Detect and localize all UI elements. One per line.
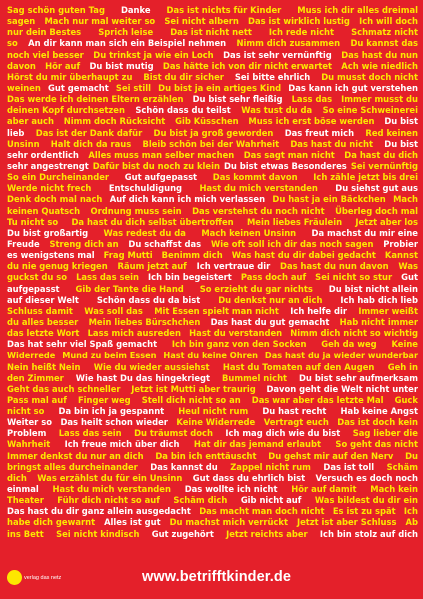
phrase: Sag lieber die	[352, 428, 418, 439]
phrase: Ich vertraue dir	[196, 261, 271, 272]
phrase: Problem	[7, 428, 47, 439]
phrase: ins Bett	[7, 528, 44, 539]
phrase: Du bist ja ein artiges Kind	[158, 82, 282, 93]
phrase: es wenigstens mal	[7, 250, 95, 261]
phrase: Danke	[120, 5, 151, 15]
phrase: Alles muss man selber machen	[88, 149, 235, 160]
phrase: Jetzt aber los	[355, 216, 418, 227]
phrase: Jetzt reichts aber	[226, 528, 308, 539]
phrase-line	[7, 306, 418, 317]
phrase: Du siehst gut aus	[335, 183, 418, 194]
phrase: Das sagt man nicht	[243, 149, 335, 160]
phrase: Pass mal auf	[7, 394, 67, 405]
phrase: Nimm dich zusammen	[236, 38, 341, 49]
phrase: so	[7, 38, 18, 49]
phrase-line	[7, 284, 418, 295]
phrase: Hör auf damit	[291, 484, 357, 495]
phrase-line	[7, 317, 418, 328]
phrase: Da machst du mir eine	[311, 227, 418, 238]
phrase: sehr angestrengt	[7, 160, 89, 171]
phrase: Das kannst du	[150, 461, 218, 472]
phrase-line	[7, 72, 418, 83]
phrase: Schmatz nicht	[351, 27, 418, 38]
phrase: Das ist der Dank dafür	[35, 127, 143, 138]
phrase: Bleib schön bei der Wahrheit	[142, 138, 280, 149]
phrase: Ich mag dich wie du bist	[225, 428, 341, 439]
phrase: Du bist	[384, 138, 418, 149]
phrase: Ich zähle jetzt bis drei	[313, 172, 418, 183]
phrase-line	[7, 206, 418, 217]
phrase: Mein liebes Bürschchen	[88, 316, 201, 327]
phrase: aber auch	[7, 116, 54, 127]
phrase: Du denkst nur an dich	[218, 294, 323, 305]
phrase-line	[7, 239, 418, 250]
phrase: Immer denkst du nur an dich	[7, 450, 144, 461]
phrase-line	[7, 172, 418, 183]
phrase: Schluss damit	[7, 305, 73, 316]
phrases-text-block	[7, 5, 418, 540]
phrase: Das hast du dir ganz allein ausgedacht	[7, 506, 191, 517]
phrase: Du bist nicht allein	[328, 283, 418, 294]
phrase: Dafür bist du noch zu klein	[92, 160, 220, 171]
phrase: Sei nicht kindisch	[56, 528, 140, 539]
phrase: Was bildest du dir ein	[314, 495, 418, 506]
phrase-line	[7, 350, 418, 361]
phrase: Gut aufgepasst	[124, 172, 198, 183]
phrase: Wie du wieder aussiehst	[93, 361, 210, 372]
phrase-line	[7, 194, 418, 205]
phrase: Hast du keine Ohren	[163, 350, 258, 361]
phrase: Geht das auch schneller	[7, 383, 121, 394]
phrase: Denk doch mal nach	[7, 194, 103, 205]
phrase: Lass das sein	[76, 272, 139, 283]
phrase: aufgepasst	[7, 283, 60, 294]
phrase: Pass doch auf	[240, 272, 307, 283]
phrase: Gut dass du ehrlich bist	[192, 472, 306, 483]
phrase: Du gehst mir auf den Nerv	[268, 450, 394, 461]
phrase-line	[7, 128, 418, 139]
phrase: Was	[398, 261, 418, 272]
phrase-line	[7, 272, 418, 283]
phrase-line	[7, 517, 418, 528]
phrase: Was tust du da	[241, 105, 313, 116]
phrase: Ich bin stolz auf dich	[319, 528, 418, 539]
phrase: Du hast recht	[262, 406, 327, 417]
phrase-line	[7, 50, 418, 61]
phrase: Theater	[7, 495, 44, 506]
phrase: Hat dir das jemand erlaubt	[193, 439, 322, 450]
phrase: Gut	[401, 272, 418, 283]
phrase: Nein heißt Nein	[7, 361, 81, 372]
phrase: Das ist wirklich lustig	[248, 16, 350, 27]
phrase: Was redest du da	[103, 227, 186, 238]
phrase: Gib Küsschen	[175, 116, 239, 127]
phrase: Freude	[7, 238, 40, 249]
phrase: Das ist nicht nett	[170, 27, 252, 38]
phrase-line	[7, 506, 418, 517]
phrase: Da bin ich enttäuscht	[155, 450, 257, 461]
phrase: Alles ist gut	[104, 517, 161, 528]
phrase: Streng dich an	[49, 238, 119, 249]
phrase: Das macht man doch nicht	[199, 506, 325, 517]
phrase: Das hast du nun davon	[280, 261, 389, 272]
phrase: Kannst	[384, 250, 418, 261]
phrase: einmal	[7, 484, 39, 495]
phrase: Muss ich erst böse werden	[248, 116, 375, 127]
phrase: So ein Durcheinander	[7, 172, 110, 183]
phrase-line	[7, 373, 418, 384]
phrase-line	[7, 16, 418, 27]
phrase: dich	[7, 472, 27, 483]
phrase: auf dieser Welt	[7, 294, 79, 305]
phrase-line	[7, 83, 418, 94]
phrase-line	[7, 105, 418, 116]
phrase: Ab	[405, 517, 418, 528]
phrase: Tu nicht so	[7, 216, 59, 227]
phrase: Unsinn	[7, 138, 40, 149]
phrase: Wahrheit	[7, 439, 51, 450]
phrase: Bummel nicht	[222, 372, 288, 383]
phrase-line	[7, 295, 418, 306]
phrase: Finger weg	[77, 394, 131, 405]
phrase: Sei nicht so stur	[315, 272, 393, 283]
phrase: Mit Essen spielt man nicht	[154, 305, 279, 316]
phrase: Wie hast Du das hingekriegt	[75, 372, 211, 383]
phrase-line	[7, 261, 418, 272]
phrase-line	[7, 417, 418, 428]
phrase: Hast du verstanden	[189, 328, 283, 339]
phrase: Hab keine Angst	[340, 406, 418, 417]
phrase: Du trinkst ja wie ein Loch	[93, 49, 214, 60]
phrase: Geh da weg	[321, 339, 377, 350]
phrase: Mach keinen Unsinn	[201, 227, 297, 238]
phrase: Jetzt ist aber Schluss	[296, 517, 397, 528]
phrase: Jetzt ist Mutti aber traurig	[131, 383, 256, 394]
phrase: Mund zu beim Essen	[62, 350, 157, 361]
phrase-line	[7, 139, 418, 150]
phrase: Gib der Tante die Hand	[75, 283, 184, 294]
phrase: Sag schön guten Tag	[7, 5, 105, 15]
phrase: Nimm dich nicht so wichtig	[290, 328, 418, 339]
phrase-line	[7, 228, 418, 239]
phrase: Das ist nichts für Kinder	[166, 5, 282, 15]
phrase: Du bist sehr aufmerksam	[298, 372, 418, 383]
phrase: Mach	[393, 194, 418, 205]
publisher-logo	[7, 570, 62, 585]
phrase: Du schaffst das	[128, 238, 202, 249]
phrase: Das hat sehr viel Spaß gemacht	[7, 339, 158, 350]
phrase-line	[7, 116, 418, 127]
phrase: sagen	[7, 16, 36, 27]
phrase: Ich bin ganz von den Socken	[171, 339, 307, 350]
phrase: keinen Quatsch	[7, 205, 81, 216]
phrase: Du bist mutig	[89, 60, 154, 71]
phrase: Schäm dich	[173, 495, 228, 506]
footer	[0, 563, 423, 599]
phrase: Du machst mich verrückt	[169, 517, 288, 528]
phrase: lieb	[7, 127, 25, 138]
phrase: Davon geht die Welt nicht unter	[266, 383, 418, 394]
phrase: Werde nicht frech	[7, 183, 92, 194]
phrase: Ich will doch	[359, 16, 418, 27]
phrase: Hab nicht immer	[339, 316, 418, 327]
phrase: Hast du mich verstanden	[199, 183, 318, 194]
phrase: Lass mich ausreden	[87, 328, 181, 339]
phrase-line	[7, 406, 418, 417]
phrase-line	[7, 161, 418, 172]
phrase: Schön dass du teilst	[135, 105, 231, 116]
phrase: Red keinen	[365, 127, 418, 138]
phrase: nur dein Bestes	[7, 27, 82, 38]
phrase: Ich bin begeistert	[148, 272, 232, 283]
phrase: Entschuldigung	[108, 183, 183, 194]
phrase: Du	[405, 450, 418, 461]
phrase: Auf dich kann ich mich verlassen	[109, 194, 266, 205]
phrase: Mach kein	[370, 484, 418, 495]
phrase: Wie oft soll ich dir das noch sagen	[210, 238, 374, 249]
phrase: davon	[7, 60, 36, 71]
phrase: Was soll das	[84, 305, 143, 316]
phrase: Räum jetzt auf	[117, 261, 187, 272]
phrase: Das freut mich	[284, 127, 355, 138]
phrase: Gut gemacht	[48, 82, 109, 93]
phrase-line	[7, 328, 418, 339]
phrase-line	[7, 150, 418, 161]
phrase-line	[7, 183, 418, 194]
phrase: Das war aber das letzte Mal	[251, 394, 384, 405]
phrase: Schön dass du da bist	[96, 294, 201, 305]
phrase: den Zimmer	[7, 372, 64, 383]
phrase: Du kannst das	[350, 38, 418, 49]
phrase-line	[7, 384, 418, 395]
phrase-line	[7, 250, 418, 261]
phrase: du nie genug kriegen	[7, 261, 108, 272]
phrase-line	[7, 339, 418, 350]
phrase: Vertragt euch	[263, 417, 329, 428]
phrase: Das wollte ich nicht	[184, 484, 278, 495]
phrase: Probier	[383, 238, 418, 249]
phrase: Ordnung muss sein	[90, 205, 182, 216]
phrase: Ich rede nicht	[268, 27, 335, 38]
phrase: Das hast du nun	[341, 49, 418, 60]
phrase: deinen Kopf durchsetzen	[7, 105, 125, 116]
logo-circle-icon	[7, 570, 22, 585]
phrase: Sei nicht albern	[164, 16, 239, 27]
phrase-line	[7, 395, 418, 406]
phrase: nicht so	[7, 406, 45, 417]
phrase: Du musst doch nicht	[321, 71, 418, 82]
phrase: sehr ordentlich	[7, 149, 79, 160]
phrase: Mein liebes Fräulein	[246, 216, 343, 227]
phrase: Keine	[391, 339, 418, 350]
phrase: An dir kann man sich ein Beispiel nehmen	[28, 38, 227, 49]
phrase: Keine Widerrede	[176, 417, 256, 428]
phrase-line	[7, 428, 418, 439]
phrase: Sprich leise	[98, 27, 154, 38]
phrase: Das verstehst du noch nicht	[192, 205, 325, 216]
phrase: Das hätte ich von dir nicht erwartet	[162, 60, 333, 71]
phrase: Stell dich nicht so an	[141, 394, 241, 405]
phrase: Gib nicht auf	[240, 495, 302, 506]
phrase: Du träumst doch	[134, 428, 213, 439]
phrase-line	[7, 27, 418, 38]
phrase: Was erzählst du für ein Unsinn	[37, 472, 183, 483]
phrase: Das ist sehr vernünftig	[223, 49, 332, 60]
phrase: habe dich gewarnt	[7, 517, 96, 528]
phrase: Nimm doch Rücksicht	[63, 116, 166, 127]
phrase: Du bist großartig	[7, 227, 89, 238]
phrase: Ich freue mich über dich	[64, 439, 180, 450]
phrase: Ich	[403, 506, 418, 517]
phrase: Lass das sein	[58, 428, 122, 439]
phrase: Du bist etwas Besonderes	[223, 160, 347, 171]
phrase: Was hast du dir dabei gedacht	[231, 250, 376, 261]
phrase: Muss ich dir alles dreimal	[297, 5, 418, 15]
phrase: Das hast du ja wieder wunderbar	[264, 350, 418, 361]
phrase: Es ist zu spät	[332, 506, 396, 517]
phrase: Sei still	[115, 82, 152, 93]
phrase: Hör auf	[45, 60, 81, 71]
phrase: Lass das	[291, 94, 333, 105]
phrase: Gut zugehört	[151, 528, 214, 539]
phrase: Sei bitte ehrlich	[234, 71, 311, 82]
phrase: Immer musst du	[341, 94, 418, 105]
phrase-line	[7, 495, 418, 506]
phrase-line	[7, 217, 418, 228]
phrase: Weiter so	[7, 417, 52, 428]
phrase-line	[7, 462, 418, 473]
phrase-line	[7, 94, 418, 105]
phrase: Das werde ich deinen Eltern erzählen	[7, 94, 184, 105]
phrase-line	[7, 439, 418, 450]
phrase-line	[7, 484, 418, 495]
phrase: Sei vernünftig	[350, 160, 418, 171]
phrase: noch viel besser	[7, 49, 84, 60]
phrase: Das kommt davon	[212, 172, 298, 183]
phrase: Führ dich nicht so auf	[57, 495, 160, 506]
phrase: weinen	[7, 82, 41, 93]
phrase: Hast du mich verstanden	[52, 484, 171, 495]
phrase: Schäm	[386, 461, 418, 472]
phrase: Da bin ich ja gespannt	[58, 406, 165, 417]
phrase: das letzte Wort	[7, 328, 80, 339]
phrase-line	[7, 473, 418, 484]
phrase-line	[7, 451, 418, 462]
phrase: So erzieht du gar nichts	[199, 283, 313, 294]
phrase: Frag Mutti	[103, 250, 153, 261]
phrase: Geh in	[387, 361, 418, 372]
website-url[interactable]: www.betrifftkinder.de	[142, 569, 291, 585]
phrase: guckst du so	[7, 272, 68, 283]
phrase: Da hast du dich selbst übertroffen	[71, 216, 234, 227]
phrase-line	[7, 61, 418, 72]
phrase: Du bist ja groß geworden	[153, 127, 274, 138]
phrase: Das ist toll	[323, 461, 375, 472]
phrase: Versuch es doch noch	[315, 472, 418, 483]
phrase: Du hast ja ein Bäckchen	[272, 194, 386, 205]
phrase: Das hast du gut gemacht	[210, 316, 330, 327]
phrase: Hast du Tomaten auf den Augen	[222, 361, 375, 372]
phrase: Immer weißt	[358, 305, 418, 316]
phrase: Ich helfe dir	[290, 305, 347, 316]
phrase: Das heilt schon wieder	[60, 417, 168, 428]
phrase: Da hast du dich	[344, 149, 418, 160]
phrase: Überleg doch mal	[335, 205, 418, 216]
phrase: Hörst du mir überhaupt zu	[7, 71, 133, 82]
phrase: Benimm dich	[161, 250, 223, 261]
phrase: Du bist	[384, 116, 418, 127]
phrase-line	[7, 38, 418, 49]
phrase: So geht das nicht	[335, 439, 418, 450]
phrase-line	[7, 5, 418, 16]
phrase: Guck	[394, 394, 418, 405]
phrase: So eine Schweinerei	[322, 105, 418, 116]
phrase: Das kann ich gut verstehen	[288, 82, 418, 93]
phrase: Mach nur mal weiter so	[44, 16, 156, 27]
phrase-line	[7, 362, 418, 373]
phrase: Zappel nicht rum	[230, 461, 311, 472]
phrase: Halt dich da raus	[50, 138, 132, 149]
phrase: du alles besser	[7, 316, 79, 327]
phrase: Bist du dir sicher	[143, 71, 224, 82]
phrase: bringst alles durcheinander	[7, 461, 138, 472]
phrase: Ich hab dich lieb	[340, 294, 418, 305]
phrase: Du bist sehr fleißig	[192, 94, 283, 105]
phrase: Widerrede	[7, 350, 56, 361]
publisher-name: verlag das netz	[24, 574, 62, 581]
phrase: Das hast du nicht	[290, 138, 374, 149]
phrase: Das ist doch kein	[337, 417, 418, 428]
phrase: Ach wie niedlich	[341, 60, 418, 71]
phrase: Heul nicht rum	[178, 406, 249, 417]
phrase-line	[7, 529, 418, 540]
